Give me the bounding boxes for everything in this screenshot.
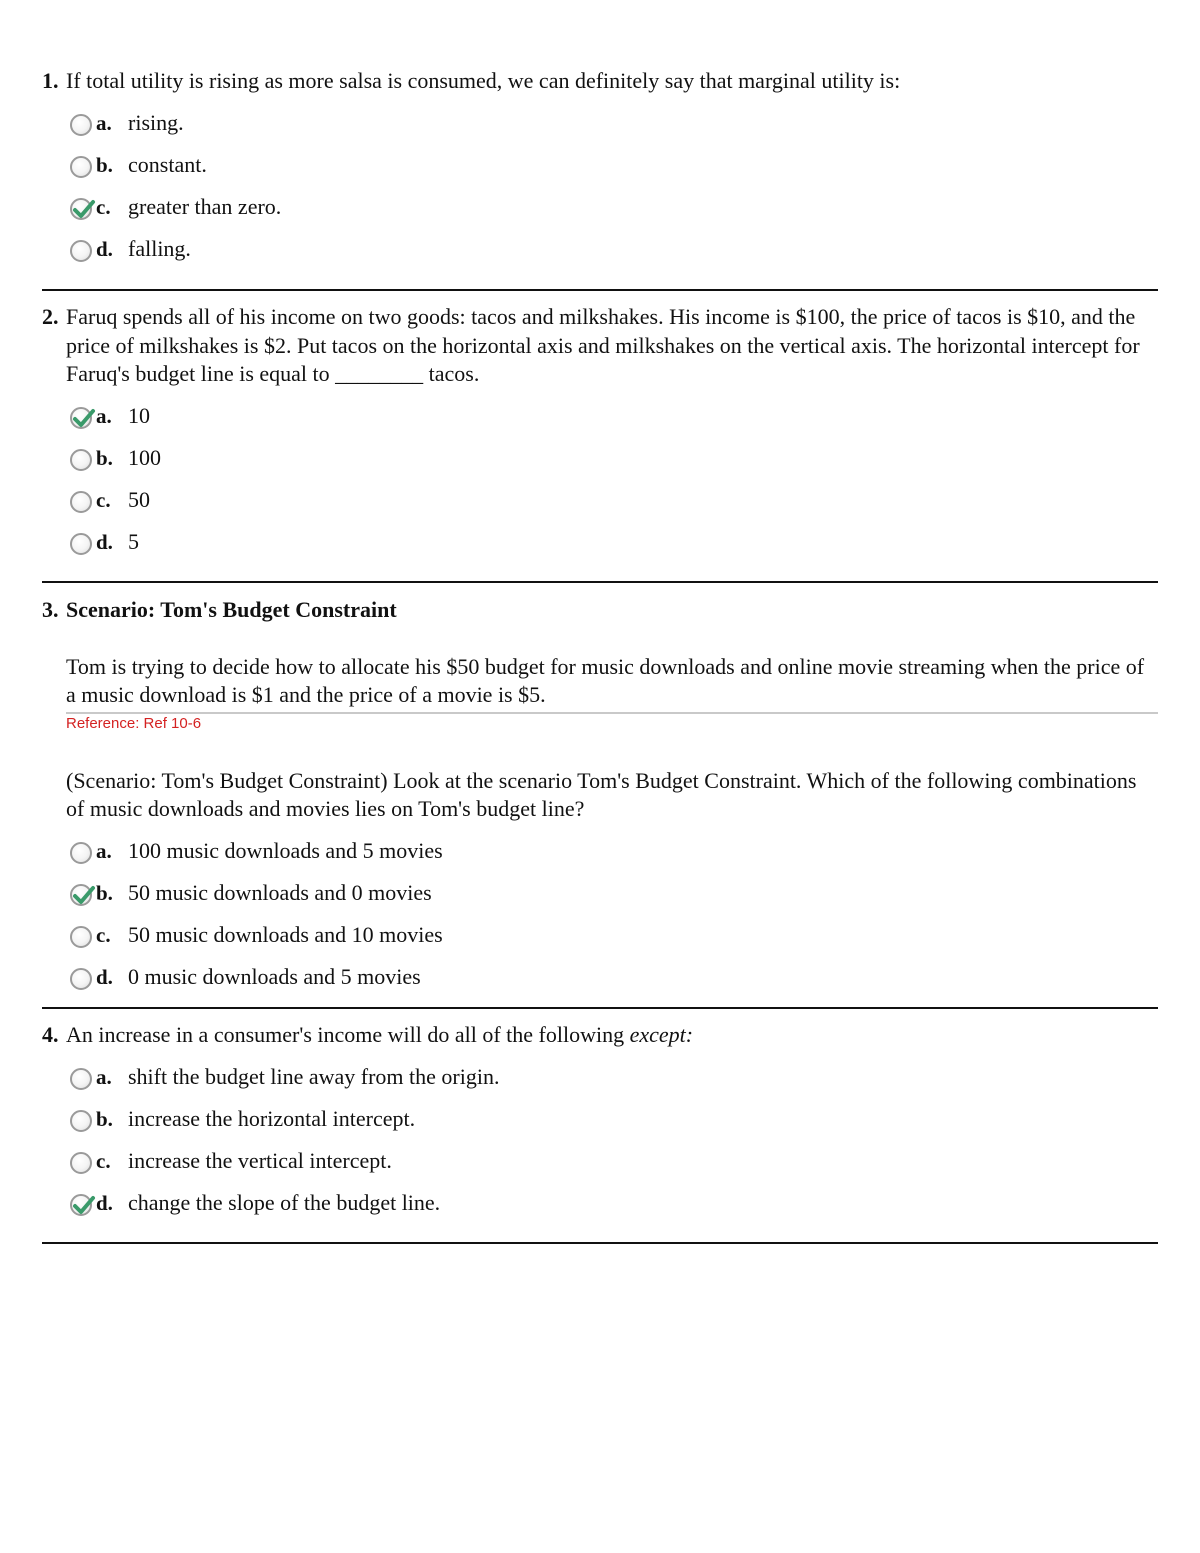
- option-b[interactable]: [42, 441, 1158, 483]
- checkmark-icon: [72, 199, 96, 221]
- divider: [42, 1007, 1158, 1009]
- option-text: increase the horizontal intercept.: [128, 1105, 416, 1131]
- question-text: Faruq spends all of his income on two goods: tacos and milkshakes. His income is $100, the price of tacos is $10, and the price of milkshakes is $2. Put tacos on the horizontal axis and milkshakes on the vertical axis. The horizontal intercept for Faruq's budget line is equal to ________ tacos.: [66, 304, 1140, 386]
- divider: [42, 581, 1158, 583]
- option-a[interactable]: [42, 1060, 1158, 1102]
- option-d[interactable]: [42, 525, 1158, 567]
- option-c[interactable]: [42, 1144, 1158, 1186]
- checked-radio-icon[interactable]: [70, 407, 92, 429]
- scenario-title: Scenario: Tom's Budget Constraint: [66, 597, 397, 622]
- option-letter: c.: [96, 488, 111, 513]
- option-d[interactable]: [42, 960, 1158, 1002]
- question-header: [42, 303, 1158, 389]
- option-text: greater than zero.: [128, 194, 282, 220]
- checkmark-icon: [72, 408, 96, 430]
- scenario-text: Tom is trying to decide how to allocate his $50 budget for music downloads and online movie streaming when the price of a music download is $1 and the price of a movie is $5.: [66, 653, 1145, 707]
- scenario-body: [42, 653, 1158, 710]
- option-list: [42, 399, 1158, 568]
- question-4: [42, 1021, 1158, 1229]
- option-letter: d.: [96, 965, 113, 990]
- option-letter: d.: [96, 530, 113, 555]
- question-emphasis: except:: [629, 1022, 694, 1047]
- question-text-line: [66, 1021, 1158, 1050]
- option-letter: b.: [96, 445, 113, 470]
- option-b[interactable]: [42, 1102, 1158, 1144]
- divider: [42, 289, 1158, 291]
- radio-button-icon[interactable]: [70, 1110, 92, 1132]
- option-letter: a.: [96, 110, 112, 135]
- radio-button-icon[interactable]: [70, 968, 92, 990]
- radio-button-icon[interactable]: [70, 1068, 92, 1090]
- option-text: 10: [128, 402, 150, 428]
- question-text: (Scenario: Tom's Budget Constraint) Look at the scenario Tom's Budget Constraint. Which of the following combinations of music downloads and movies lies on Tom's budget line?: [66, 767, 1137, 821]
- option-letter: a.: [96, 403, 112, 428]
- option-text: 50 music downloads and 0 movies: [128, 879, 432, 905]
- question-2: [42, 303, 1158, 568]
- option-text: change the slope of the budget line.: [128, 1190, 441, 1216]
- option-text: increase the vertical intercept.: [128, 1148, 392, 1174]
- radio-button-icon[interactable]: [70, 926, 92, 948]
- option-text: 5: [128, 529, 139, 555]
- radio-button-icon[interactable]: [70, 449, 92, 471]
- option-letter: c.: [96, 195, 111, 220]
- question-3: [42, 596, 1158, 1003]
- option-letter: a.: [96, 1064, 112, 1089]
- option-letter: c.: [96, 1149, 111, 1174]
- radio-button-icon[interactable]: [70, 842, 92, 864]
- option-a[interactable]: [42, 399, 1158, 441]
- option-text: 50 music downloads and 10 movies: [128, 922, 443, 948]
- option-text: falling.: [128, 236, 191, 262]
- option-letter: b.: [96, 1106, 113, 1131]
- checked-radio-icon[interactable]: [70, 884, 92, 906]
- option-letter: a.: [96, 838, 112, 863]
- option-a[interactable]: [42, 106, 1158, 148]
- radio-button-icon[interactable]: [70, 156, 92, 178]
- option-b[interactable]: [42, 148, 1158, 190]
- option-text: constant.: [128, 151, 207, 177]
- option-letter: d.: [96, 237, 113, 262]
- option-text: 0 music downloads and 5 movies: [128, 964, 421, 990]
- option-c[interactable]: [42, 918, 1158, 960]
- reference-label: Reference: Ref 10-6: [66, 714, 202, 732]
- option-d[interactable]: [42, 232, 1158, 274]
- option-text: 100 music downloads and 5 movies: [128, 837, 443, 863]
- option-text: shift the budget line away from the origin.: [128, 1063, 500, 1089]
- option-list: [42, 1060, 1158, 1229]
- option-text: 100: [128, 444, 161, 470]
- option-list: [42, 834, 1158, 1003]
- question-number: 4.: [42, 1022, 59, 1047]
- option-letter: c.: [96, 923, 111, 948]
- question-number: 2.: [42, 304, 59, 329]
- question-header: [42, 1021, 1158, 1050]
- question-text: An increase in a consumer's income will do all of the following: [66, 1022, 625, 1047]
- option-c[interactable]: [42, 483, 1158, 525]
- option-a[interactable]: [42, 834, 1158, 876]
- question-text: If total utility is rising as more salsa is consumed, we can definitely say that marginal utility is:: [66, 68, 901, 93]
- divider: [42, 1242, 1158, 1244]
- radio-button-icon[interactable]: [70, 533, 92, 555]
- option-b[interactable]: [42, 876, 1158, 918]
- checkmark-icon: [72, 1195, 96, 1217]
- option-list: [42, 106, 1158, 275]
- checked-radio-icon[interactable]: [70, 1194, 92, 1216]
- radio-button-icon[interactable]: [70, 240, 92, 262]
- radio-button-icon[interactable]: [70, 114, 92, 136]
- option-letter: b.: [96, 152, 113, 177]
- question-header: [42, 67, 1158, 96]
- checkmark-icon: [72, 885, 96, 907]
- option-text: 50: [128, 487, 150, 513]
- option-d[interactable]: [42, 1186, 1158, 1228]
- option-letter: b.: [96, 880, 113, 905]
- radio-button-icon[interactable]: [70, 1152, 92, 1174]
- question-number: 3.: [42, 597, 59, 622]
- radio-button-icon[interactable]: [70, 491, 92, 513]
- checked-radio-icon[interactable]: [70, 198, 92, 220]
- option-c[interactable]: [42, 190, 1158, 232]
- question-1: [42, 67, 1158, 275]
- option-text: rising.: [128, 109, 184, 135]
- question-number: 1.: [42, 68, 59, 93]
- question-header: [42, 596, 1158, 625]
- option-letter: d.: [96, 1191, 113, 1216]
